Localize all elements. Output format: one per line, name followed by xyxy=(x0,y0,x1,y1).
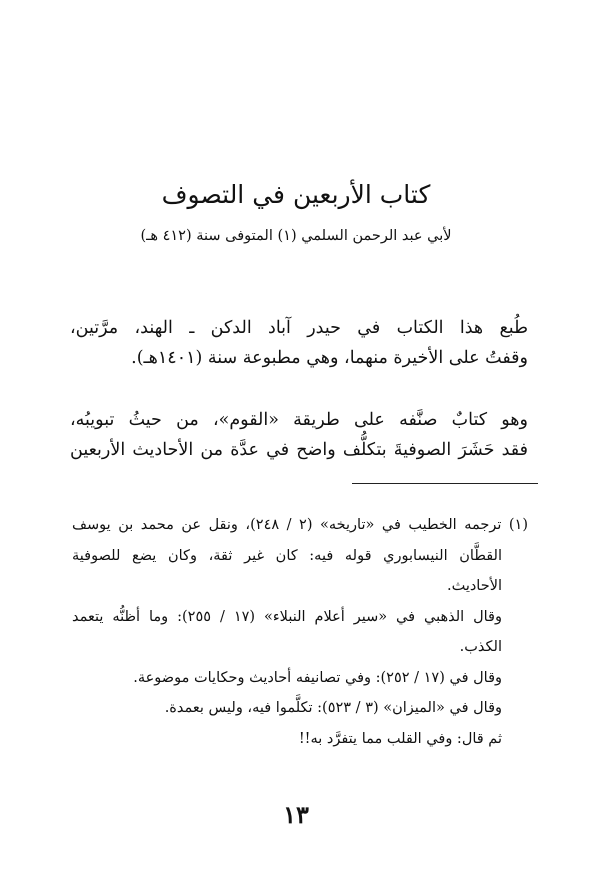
footnote-line: وقال في (١٧ / ٢٥٢): وفي تصانيفه أحاديث وحكايات موضوعة. xyxy=(133,669,502,686)
body-paragraph-1 xyxy=(70,313,528,373)
footnotes xyxy=(72,510,528,754)
book-title: كتاب الأربعين في التصوف xyxy=(161,180,431,209)
page-number: ١٣ xyxy=(283,800,309,829)
body-line: طُبع هذا الكتاب في حيدر آباد الدكن ـ الهند، مرَّتين، xyxy=(70,318,528,338)
footnote-line: وقال في «الميزان» (٣ / ٥٢٣): تكلَّموا فيه، وليس بعمدة. xyxy=(164,700,502,716)
footnote-line: (١) ترجمه الخطيب في «تاريخه» (٢ / ٢٤٨)، ونقل عن محمد بن يوسف xyxy=(72,517,528,533)
footnote-line: الكذب. xyxy=(459,639,502,655)
body-paragraph-2 xyxy=(70,405,528,465)
footnote-line: ثم قال: وفي القلب مما يتفرَّد به!! xyxy=(298,730,502,747)
footnote-line: الأحاديث. xyxy=(446,578,502,594)
book-subtitle: لأبي عبد الرحمن السلمي (١) المتوفى سنة (٤١٢ هـ) xyxy=(140,228,452,244)
footnote-line: القطَّان النيسابوري قوله فيه: كان غير ثقة، وكان يضع للصوفية xyxy=(72,547,502,564)
body-line: فقد حَشَرَ الصوفيةَ بتكلُّف واضح في عدَّة من الأحاديث الأربعين xyxy=(70,440,528,460)
body-line: وقفتُ على الأخيرة منهما، وهي مطبوعة سنة (١٤٠١هـ). xyxy=(131,348,528,368)
body-line: وهو كتابٌ صنَّفه على طريقة «القوم»، من حيثُ تبويبُه، xyxy=(70,410,528,430)
footnote-line: وقال الذهبي في «سير أعلام النبلاء» (١٧ / ٢٥٥): وما أظنُّه يتعمد xyxy=(72,608,502,625)
footnote-separator xyxy=(352,483,538,484)
